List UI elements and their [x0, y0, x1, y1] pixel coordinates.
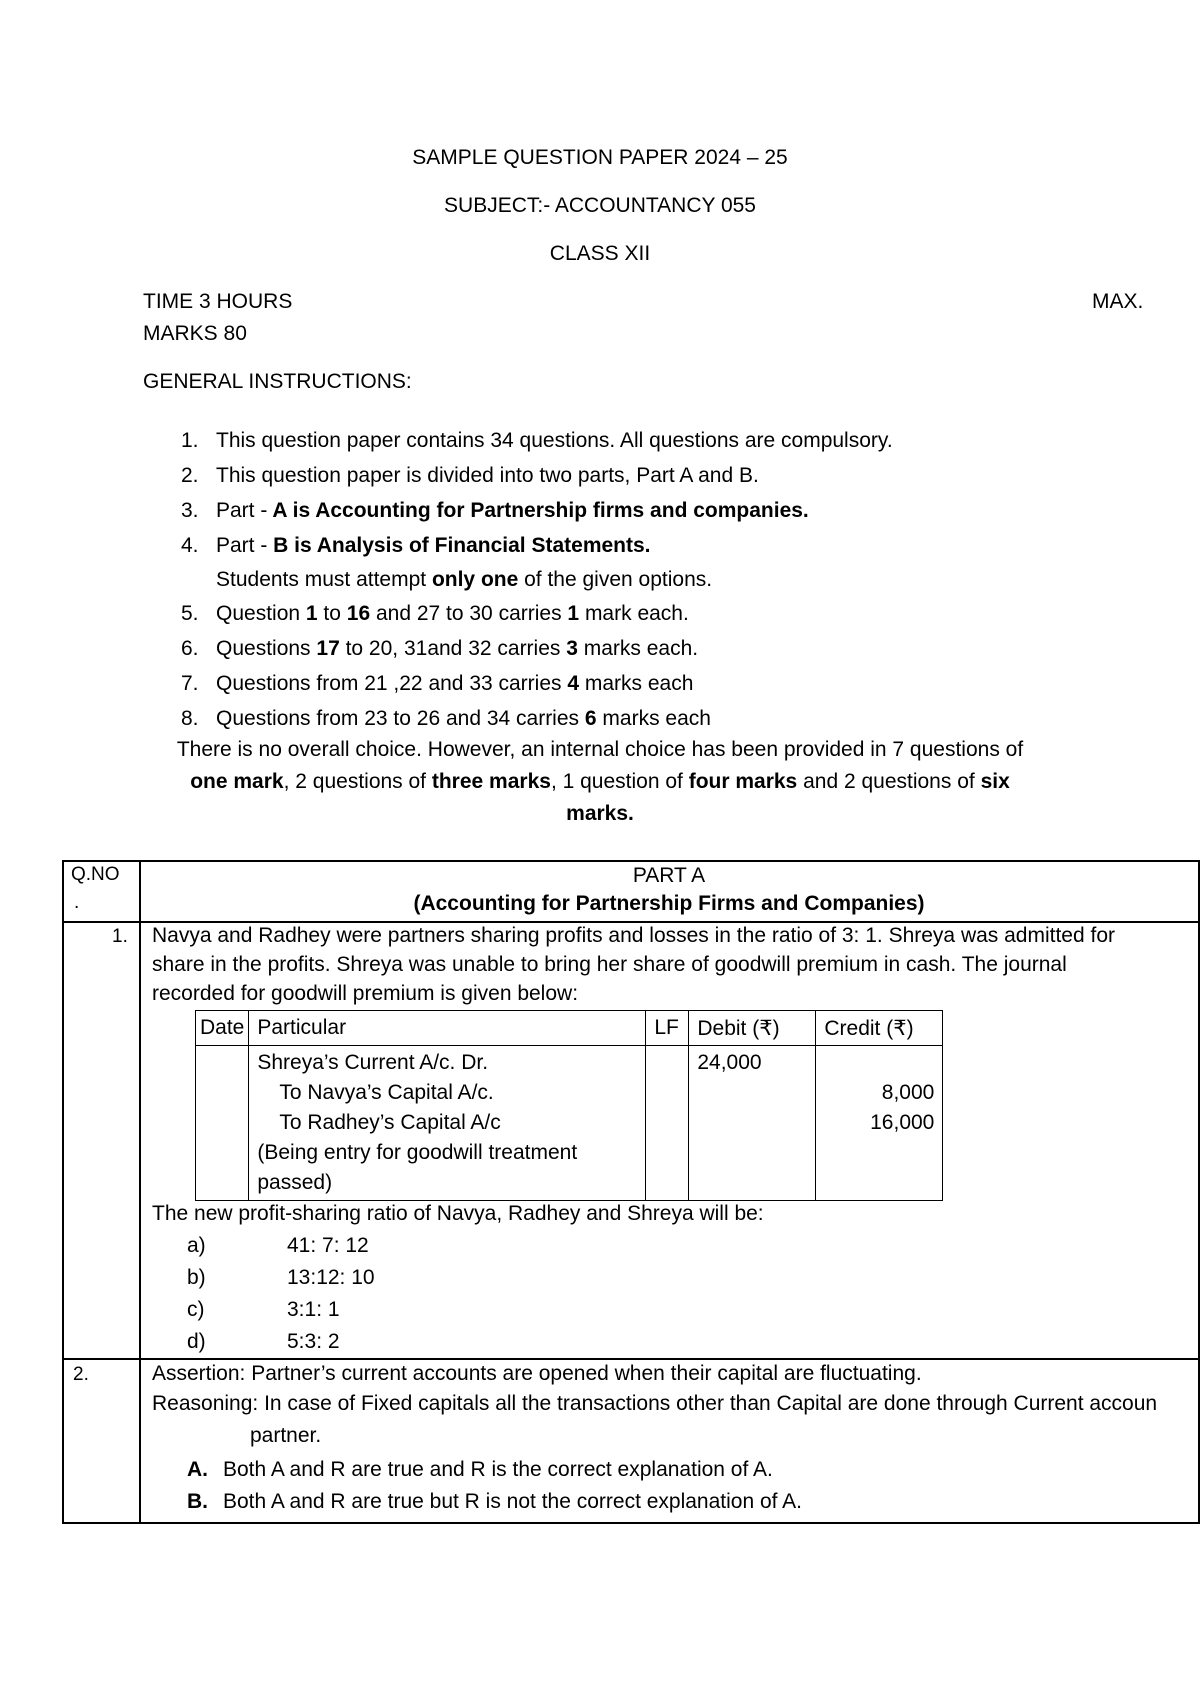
item-text: This question paper contains 34 questions. All questions are compulsory. [216, 429, 893, 452]
option-label: b) [187, 1266, 206, 1289]
instruction-subitem [171, 563, 893, 596]
instruction-item [171, 631, 893, 666]
journal-header-row [196, 1011, 943, 1046]
col-credit: Credit (₹) [816, 1011, 943, 1046]
journal-particular-cell [249, 1046, 646, 1201]
item-number: 3. [181, 499, 199, 522]
part-title: PART A [632, 864, 706, 887]
note-bold: six [980, 770, 1010, 793]
instructions-list [171, 423, 893, 736]
note-bold: marks. [566, 802, 634, 825]
instruction-item [171, 423, 893, 458]
choice-note-line2 [0, 766, 1200, 798]
col-particular: Particular [249, 1011, 646, 1046]
item-text: Students must attempt [216, 568, 432, 591]
max-label: MAX. [1092, 290, 1144, 313]
item-bold: 1 [567, 602, 580, 625]
item-bold: only one [431, 568, 519, 591]
q2-reasoning: Reasoning: In case of Fixed capitals all the transactions other than Capital are done through Current accoun [152, 1392, 1158, 1415]
item-number: 2. [181, 464, 199, 487]
part-subtitle: (Accounting for Partnership Firms and Companies) [413, 892, 925, 915]
instruction-item [171, 493, 893, 528]
journal-credit-cell [816, 1046, 943, 1201]
subject-line: SUBJECT:- ACCOUNTANCY 055 [444, 194, 756, 217]
time-label: TIME 3 HOURS [143, 290, 293, 313]
item-text: of the given options. [518, 568, 713, 591]
option-label: c) [187, 1298, 205, 1321]
instruction-item [171, 458, 893, 493]
table-border-left [62, 860, 64, 1523]
marks-label: MARKS 80 [143, 322, 247, 345]
item-text: to [317, 602, 347, 625]
item-number: 6. [181, 637, 199, 660]
item-text: Questions from 21 ,22 and 33 carries [216, 672, 568, 695]
item-text: Questions from 23 to 26 and 34 carries [216, 707, 585, 730]
paper-title: SAMPLE QUESTION PAPER 2024 – 25 [412, 146, 788, 169]
item-text: Question [216, 602, 306, 625]
option-text: Both A and R are true but R is not the correct explanation of A. [223, 1490, 803, 1513]
item-text: marks each. [577, 637, 699, 660]
item-number: 1. [181, 429, 199, 452]
q1-question: The new profit-sharing ratio of Navya, Radhey and Shreya will be: [152, 1202, 764, 1225]
table-column-divider [139, 860, 141, 1523]
item-text: Part - [216, 499, 268, 522]
journal-table [195, 1010, 943, 1201]
table-row-divider [62, 921, 1200, 923]
credit-blank [824, 1048, 934, 1078]
note-text: and 2 questions of [797, 770, 981, 793]
particular-line: Shreya’s Current A/c. Dr. [257, 1051, 489, 1074]
note-bold: one mark [190, 770, 284, 793]
item-bold: 16 [346, 602, 371, 625]
item-text: to 20, 31and 32 carries [339, 637, 567, 660]
item-bold: 17 [316, 637, 340, 660]
option-text: 41: 7: 12 [287, 1234, 369, 1257]
option-label: d) [187, 1330, 206, 1353]
particular-line: To Radhey’s Capital A/c [279, 1111, 501, 1134]
item-bold: 1 [305, 602, 318, 625]
option-text: 13:12: 10 [287, 1266, 375, 1289]
item-text: and 27 to 30 carries [370, 602, 568, 625]
item-text: mark each. [579, 602, 689, 625]
item-bold: 3 [566, 637, 578, 660]
qno-header: Q.NO [71, 864, 120, 885]
item-bold: 6 [584, 707, 597, 730]
class-line: CLASS XII [549, 242, 651, 265]
journal-lf-cell [646, 1046, 689, 1201]
choice-note-line1: There is no overall choice. However, an internal choice has been provided in 7 questions of [176, 738, 1024, 761]
option-text: 3:1: 1 [287, 1298, 340, 1321]
item-number: 8. [181, 707, 199, 730]
option-label: A. [187, 1458, 208, 1481]
item-number: 4. [181, 534, 199, 557]
item-text: Part - [216, 534, 268, 557]
particular-line: passed) [257, 1171, 333, 1194]
note-text: , 1 question of [550, 770, 689, 793]
journal-date-cell [196, 1046, 249, 1201]
item-bold: B is Analysis of Financial Statements. [267, 534, 651, 557]
instruction-item [171, 666, 893, 701]
instruction-item [171, 596, 893, 631]
question-number: 2. [73, 1364, 89, 1385]
instructions-heading: GENERAL INSTRUCTIONS: [143, 370, 412, 393]
debit-amount: 24,000 [697, 1051, 762, 1074]
q2-reasoning-cont: partner. [250, 1424, 322, 1447]
credit-amount: 16,000 [870, 1111, 935, 1134]
q1-text-line3: recorded for goodwill premium is given below: [152, 982, 579, 1005]
col-debit: Debit (₹) [689, 1011, 816, 1046]
item-bold: 4 [567, 672, 580, 695]
option-text: 5:3: 2 [287, 1330, 340, 1353]
particular-line: (Being entry for goodwill treatment [257, 1141, 578, 1164]
table-border-bottom [62, 1522, 1200, 1524]
instruction-item [171, 528, 893, 563]
note-bold: three marks [431, 770, 551, 793]
item-bold: A is Accounting for Partnership firms and companies. [267, 499, 809, 522]
item-text: Questions [216, 637, 317, 660]
item-number: 7. [181, 672, 199, 695]
col-date: Date [196, 1011, 249, 1046]
table-row-divider [62, 1358, 1200, 1360]
q1-text-line1: Navya and Radhey were partners sharing profits and losses in the ratio of 3: 1. Shreya was admitted for [152, 924, 1116, 947]
item-text: This question paper is divided into two parts, Part A and B. [216, 464, 759, 487]
journal-entry-row [196, 1046, 943, 1201]
option-label: a) [187, 1234, 206, 1257]
note-text: , 2 questions of [283, 770, 432, 793]
q1-text-line2: share in the profits. Shreya was unable to bring her share of goodwill premium in cash. The journal [152, 953, 1067, 976]
note-bold: four marks [688, 770, 798, 793]
particular-line: To Navya’s Capital A/c. [279, 1081, 494, 1104]
question-number: 1. [112, 926, 128, 947]
item-number: 5. [181, 602, 199, 625]
option-label: B. [187, 1490, 208, 1513]
q2-assertion: Assertion: Partner’s current accounts are opened when their capital are fluctuating. [152, 1362, 922, 1385]
table-border-right [1198, 860, 1200, 1523]
choice-note-line3 [0, 798, 1200, 830]
option-text: Both A and R are true and R is the correct explanation of A. [223, 1458, 773, 1481]
credit-amount: 8,000 [881, 1081, 935, 1104]
qno-header-dot: . [74, 892, 80, 913]
item-text: marks each [596, 707, 711, 730]
journal-debit-cell [689, 1046, 816, 1201]
col-lf: LF [646, 1011, 689, 1046]
instruction-item [171, 701, 893, 736]
table-border-top [62, 860, 1200, 862]
item-text: marks each [579, 672, 694, 695]
